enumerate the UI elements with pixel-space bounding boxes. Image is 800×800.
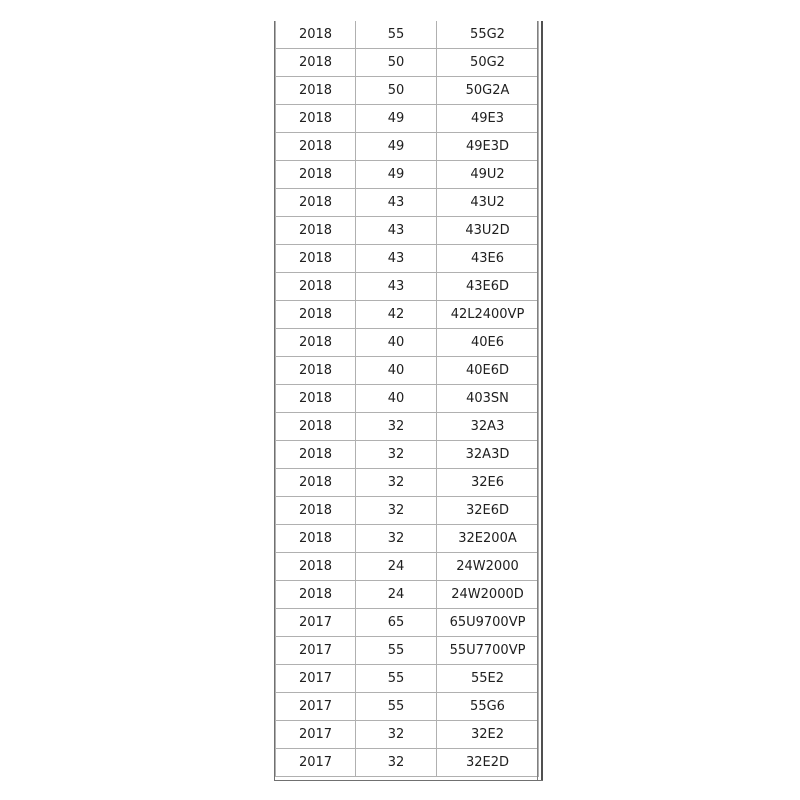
model-cell: 40E6 — [437, 329, 539, 357]
year-cell: 2018 — [276, 273, 356, 301]
size-cell: 32 — [356, 441, 437, 469]
table-row — [276, 441, 539, 469]
table-row — [276, 105, 539, 133]
model-cell: 42L2400VP — [437, 301, 539, 329]
table-row — [276, 161, 539, 189]
size-cell: 40 — [356, 357, 437, 385]
table-row — [276, 693, 539, 721]
model-table-panel — [274, 21, 544, 781]
year-cell: 2018 — [276, 441, 356, 469]
model-cell: 55U7700VP — [437, 637, 539, 665]
model-table — [275, 21, 539, 777]
size-cell: 32 — [356, 525, 437, 553]
size-cell: 40 — [356, 329, 437, 357]
table-row — [276, 245, 539, 273]
size-cell: 32 — [356, 721, 437, 749]
table-row — [276, 665, 539, 693]
table-row — [276, 21, 539, 49]
year-cell: 2018 — [276, 581, 356, 609]
size-cell: 55 — [356, 21, 437, 49]
year-cell: 2018 — [276, 553, 356, 581]
year-cell: 2017 — [276, 721, 356, 749]
table-bottom-edge — [274, 780, 543, 781]
table-row — [276, 749, 539, 777]
model-cell: 32A3 — [437, 413, 539, 441]
year-cell: 2017 — [276, 749, 356, 777]
table-row — [276, 301, 539, 329]
year-cell: 2018 — [276, 357, 356, 385]
table-row — [276, 385, 539, 413]
table-row — [276, 497, 539, 525]
model-cell: 32E200A — [437, 525, 539, 553]
model-cell: 55E2 — [437, 665, 539, 693]
model-cell: 43E6D — [437, 273, 539, 301]
size-cell: 49 — [356, 161, 437, 189]
table-row — [276, 49, 539, 77]
year-cell: 2018 — [276, 497, 356, 525]
model-cell: 43U2 — [437, 189, 539, 217]
year-cell: 2018 — [276, 133, 356, 161]
size-cell: 55 — [356, 637, 437, 665]
model-cell: 32E6 — [437, 469, 539, 497]
model-cell: 49U2 — [437, 161, 539, 189]
model-cell: 50G2 — [437, 49, 539, 77]
year-cell: 2018 — [276, 385, 356, 413]
table-row — [276, 525, 539, 553]
size-cell: 50 — [356, 77, 437, 105]
size-cell: 50 — [356, 49, 437, 77]
year-cell: 2018 — [276, 469, 356, 497]
year-cell: 2018 — [276, 105, 356, 133]
model-cell: 24W2000D — [437, 581, 539, 609]
model-cell: 55G6 — [437, 693, 539, 721]
model-cell: 403SN — [437, 385, 539, 413]
year-cell: 2018 — [276, 161, 356, 189]
model-cell: 32E2D — [437, 749, 539, 777]
table-row — [276, 77, 539, 105]
scroll-edge-line — [541, 21, 543, 781]
year-cell: 2017 — [276, 609, 356, 637]
size-cell: 43 — [356, 245, 437, 273]
model-cell: 55G2 — [437, 21, 539, 49]
size-cell: 43 — [356, 273, 437, 301]
size-cell: 32 — [356, 749, 437, 777]
year-cell: 2017 — [276, 637, 356, 665]
size-cell: 43 — [356, 189, 437, 217]
size-cell: 32 — [356, 469, 437, 497]
model-cell: 43E6 — [437, 245, 539, 273]
model-cell: 24W2000 — [437, 553, 539, 581]
table-row — [276, 217, 539, 245]
table-row — [276, 581, 539, 609]
year-cell: 2018 — [276, 49, 356, 77]
table-row — [276, 469, 539, 497]
year-cell: 2018 — [276, 329, 356, 357]
size-cell: 32 — [356, 413, 437, 441]
table-row — [276, 553, 539, 581]
model-cell: 43U2D — [437, 217, 539, 245]
table-row — [276, 133, 539, 161]
year-cell: 2018 — [276, 217, 356, 245]
size-cell: 55 — [356, 665, 437, 693]
size-cell: 65 — [356, 609, 437, 637]
table-row — [276, 329, 539, 357]
size-cell: 49 — [356, 133, 437, 161]
size-cell: 55 — [356, 693, 437, 721]
size-cell: 40 — [356, 385, 437, 413]
year-cell: 2018 — [276, 301, 356, 329]
model-cell: 65U9700VP — [437, 609, 539, 637]
table-row — [276, 357, 539, 385]
size-cell: 24 — [356, 581, 437, 609]
year-cell: 2017 — [276, 665, 356, 693]
year-cell: 2018 — [276, 525, 356, 553]
table-row — [276, 273, 539, 301]
model-cell: 49E3D — [437, 133, 539, 161]
table-row — [276, 637, 539, 665]
year-cell: 2018 — [276, 21, 356, 49]
model-cell: 32E2 — [437, 721, 539, 749]
size-cell: 42 — [356, 301, 437, 329]
size-cell: 49 — [356, 105, 437, 133]
table-row — [276, 609, 539, 637]
size-cell: 43 — [356, 217, 437, 245]
year-cell: 2017 — [276, 693, 356, 721]
model-cell: 32A3D — [437, 441, 539, 469]
table-body — [276, 21, 539, 777]
year-cell: 2018 — [276, 77, 356, 105]
size-cell: 32 — [356, 497, 437, 525]
size-cell: 24 — [356, 553, 437, 581]
model-cell: 49E3 — [437, 105, 539, 133]
year-cell: 2018 — [276, 245, 356, 273]
table-right-border — [537, 21, 538, 781]
model-cell: 32E6D — [437, 497, 539, 525]
year-cell: 2018 — [276, 413, 356, 441]
model-cell: 50G2A — [437, 77, 539, 105]
table-row — [276, 189, 539, 217]
table-row — [276, 721, 539, 749]
table-row — [276, 413, 539, 441]
model-cell: 40E6D — [437, 357, 539, 385]
year-cell: 2018 — [276, 189, 356, 217]
